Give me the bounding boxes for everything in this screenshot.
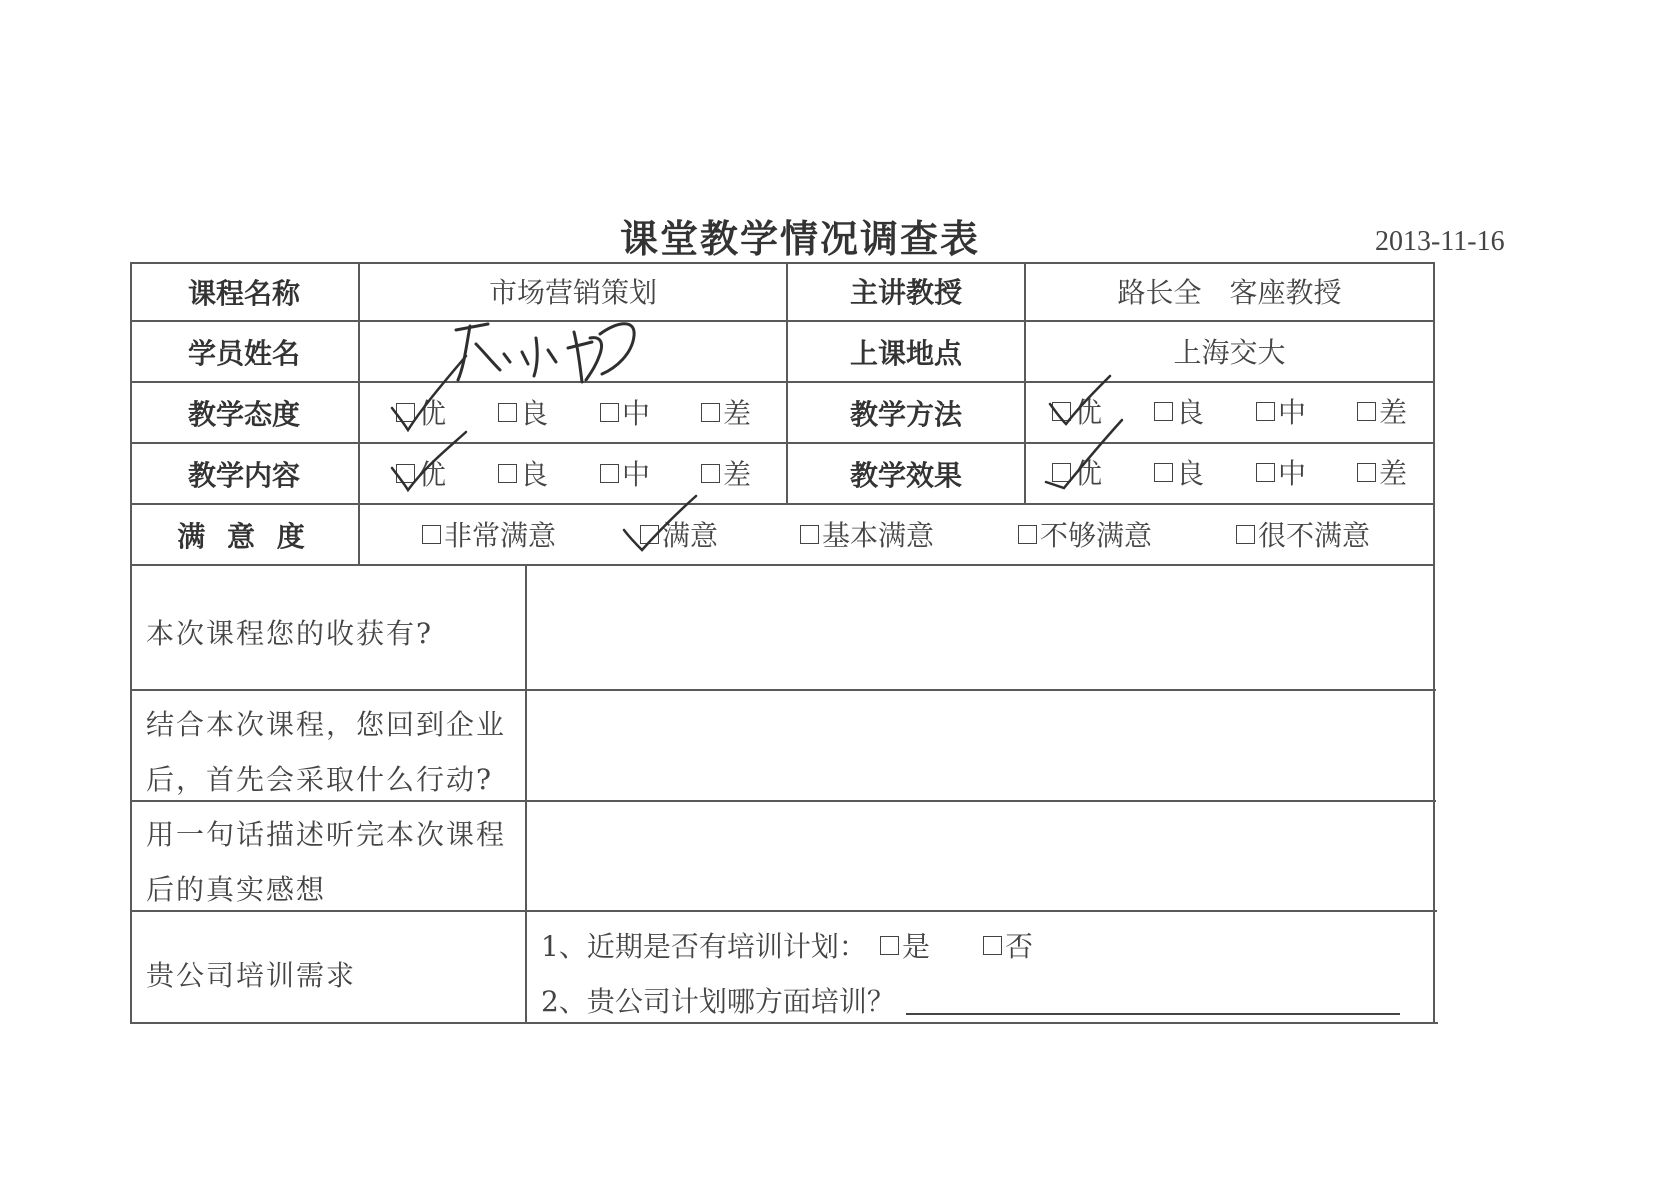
satisfaction-option-very-satisfied[interactable]: 非常满意 xyxy=(422,514,556,554)
form-title: 课堂教学情况调查表 xyxy=(620,217,981,261)
check-mark-icon xyxy=(392,432,466,490)
question-gains: 本次课程您的收获有? xyxy=(146,617,434,650)
attitude-label: 教学态度 xyxy=(187,398,300,431)
satisfaction-option-not-satisfied[interactable]: 不够满意 xyxy=(1018,514,1152,554)
course-name-value: 市场营销策划 xyxy=(488,276,657,309)
training-plan-yes[interactable]: 是 xyxy=(880,925,930,965)
effect-option-poor[interactable]: 差 xyxy=(1357,452,1407,492)
location-value: 上海交大 xyxy=(1173,336,1286,369)
question-feeling-line1: 用一句话描述听完本次课程 xyxy=(146,818,507,851)
content-option-excellent[interactable]: 优 xyxy=(396,453,446,493)
method-option-average[interactable]: 中 xyxy=(1256,391,1306,431)
student-name-label: 学员姓名 xyxy=(187,337,300,370)
course-name-label: 课程名称 xyxy=(187,277,300,310)
lecturer-label: 主讲教授 xyxy=(849,276,962,309)
question-action-line1: 结合本次课程，您回到企业 xyxy=(146,708,507,741)
satisfaction-option-very-dissatisfied[interactable]: 很不满意 xyxy=(1236,514,1370,554)
satisfaction-option-basically-satisfied[interactable]: 基本满意 xyxy=(800,514,934,554)
training-plan-question: 1、近期是否有培训计划： xyxy=(541,930,867,963)
satisfaction-label: 满 意 度 xyxy=(177,520,311,553)
training-area-question: 2、贵公司计划哪方面培训？ xyxy=(541,985,895,1018)
content-option-good[interactable]: 良 xyxy=(498,453,548,493)
check-mark-icon xyxy=(1050,376,1110,424)
question-action-line2: 后，首先会采取什么行动? xyxy=(146,763,494,796)
form-date: 2013-11-16 xyxy=(1375,226,1505,257)
check-mark-icon xyxy=(1046,420,1122,488)
lecturer-value: 路长全 客座教授 xyxy=(1117,276,1342,309)
method-option-good[interactable]: 良 xyxy=(1154,391,1204,431)
location-label: 上课地点 xyxy=(849,337,962,370)
attitude-option-good[interactable]: 良 xyxy=(498,392,548,432)
attitude-option-poor[interactable]: 差 xyxy=(701,392,751,432)
check-mark-icon xyxy=(392,356,466,430)
question-training-needs: 贵公司培训需求 xyxy=(146,959,357,992)
effect-option-good[interactable]: 良 xyxy=(1154,452,1204,492)
method-label: 教学方法 xyxy=(849,398,962,431)
method-option-poor[interactable]: 差 xyxy=(1357,391,1407,431)
content-option-average[interactable]: 中 xyxy=(600,453,650,493)
attitude-option-excellent[interactable]: 优 xyxy=(396,392,446,432)
content-option-poor[interactable]: 差 xyxy=(701,453,751,493)
satisfaction-option-satisfied[interactable]: 满意 xyxy=(640,514,718,554)
training-plan-no[interactable]: 否 xyxy=(983,925,1033,965)
effect-option-average[interactable]: 中 xyxy=(1256,452,1306,492)
method-option-excellent[interactable]: 优 xyxy=(1052,391,1102,431)
effect-option-excellent[interactable]: 优 xyxy=(1052,452,1102,492)
effect-label: 教学效果 xyxy=(849,459,962,492)
content-label: 教学内容 xyxy=(187,459,300,492)
attitude-option-average[interactable]: 中 xyxy=(600,392,650,432)
check-mark-icon xyxy=(624,496,696,550)
question-feeling-line2: 后的真实感想 xyxy=(146,873,327,906)
